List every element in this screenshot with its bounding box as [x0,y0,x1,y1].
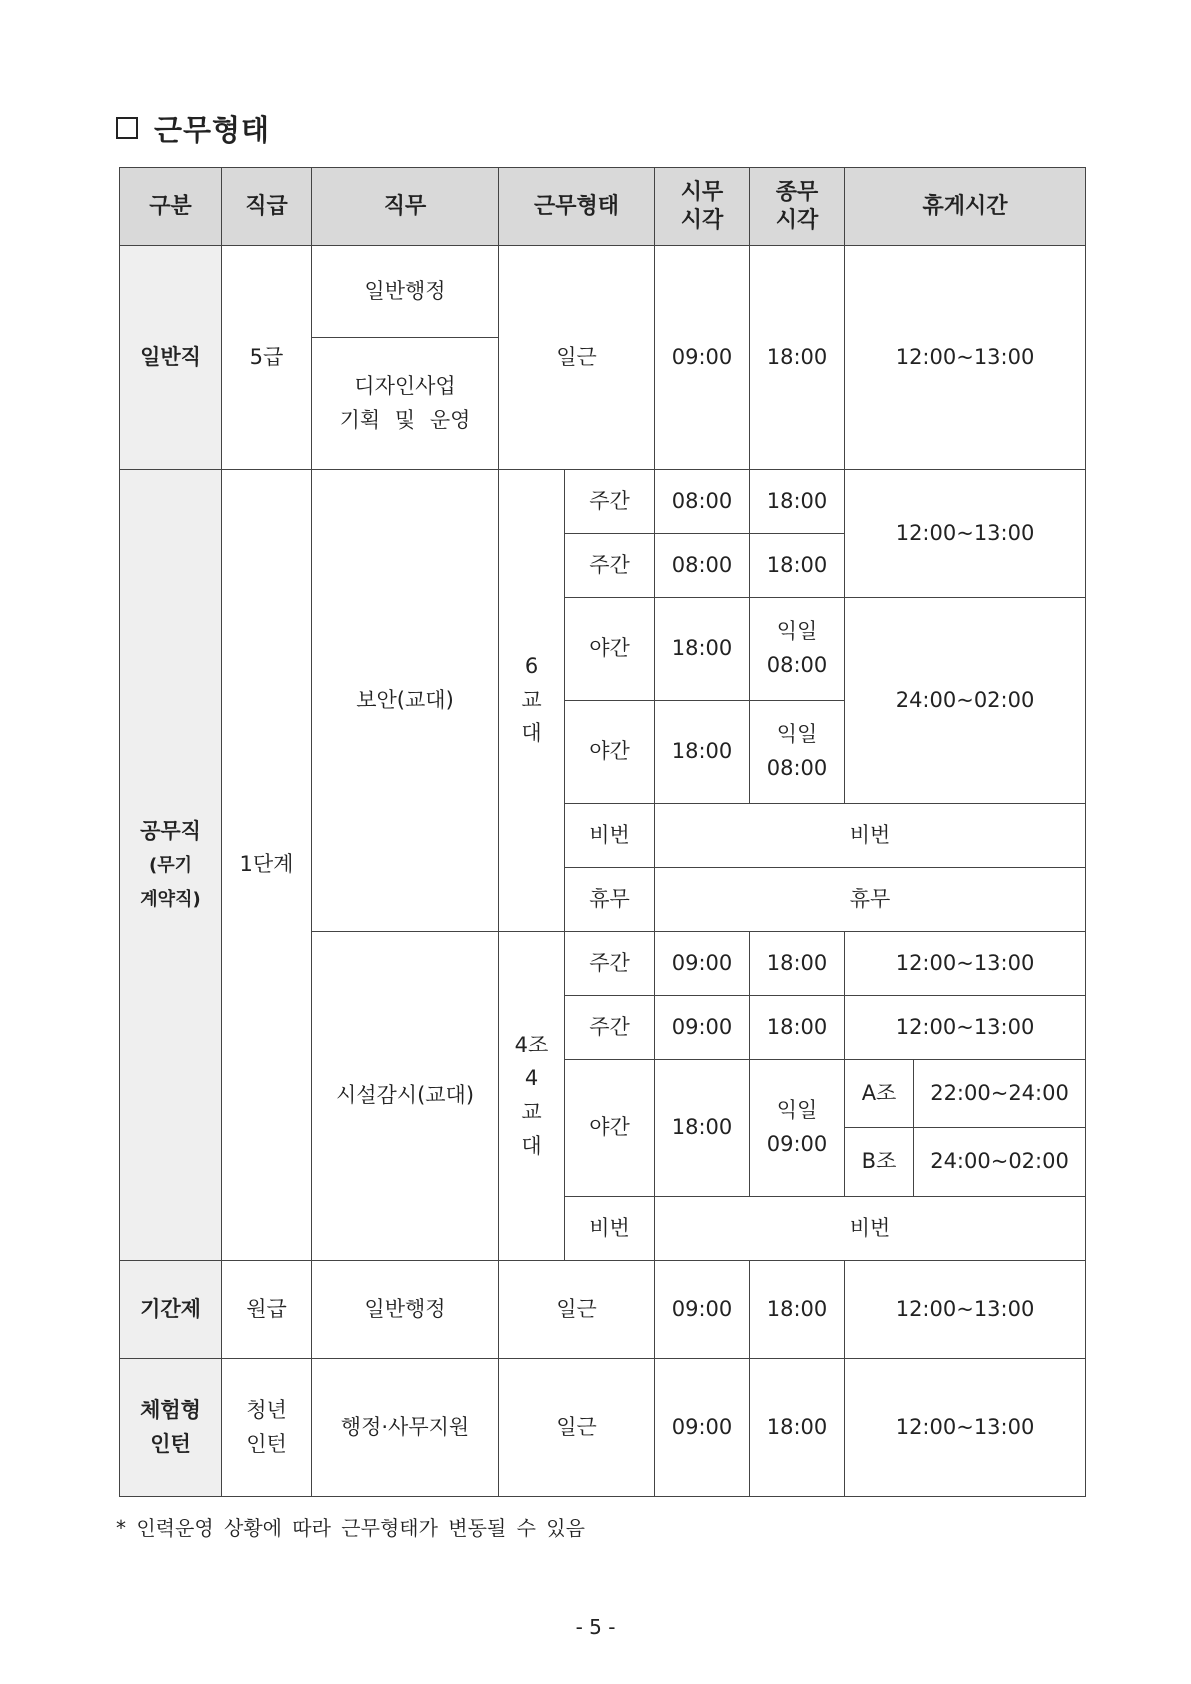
end-time-cell: 익일 08:00 [750,598,845,701]
break-time-cell: 12:00~13:00 [845,470,1086,598]
duty-cell: 일반행정 [312,246,499,338]
shift-type-cell: 야간 [565,701,655,804]
break-time-cell: 12:00~13:00 [845,246,1086,470]
page-number: - 5 - [575,1615,616,1639]
header-work-type: 근무형태 [499,168,655,246]
table-row [120,246,1086,338]
shift-cell: 6 교 대 [499,470,565,932]
break-time-cell: 24:00~02:00 [845,598,1086,804]
shift-type-cell: 휴무 [565,868,655,932]
group-intern: 체험형 인턴 [120,1359,222,1497]
note-cell: 비번 [655,1197,1086,1261]
note-cell: 휴무 [655,868,1086,932]
shift-type-cell: 야간 [565,1060,655,1197]
start-time-cell: 09:00 [655,932,750,996]
start-time-cell: 09:00 [655,1261,750,1359]
group-fixed-term: 기간제 [120,1261,222,1359]
group-general: 일반직 [120,246,222,470]
end-time-cell: 18:00 [750,996,845,1060]
shift-type-cell: 비번 [565,1197,655,1261]
section-heading [116,106,270,150]
end-time-cell: 18:00 [750,1261,845,1359]
end-time-cell: 18:00 [750,534,845,598]
checkbox-square-icon [116,117,138,139]
group-public: 공무직 (무기 계약직) [120,470,222,1261]
end-time-cell: 18:00 [750,246,845,470]
break-time-cell: 24:00~02:00 [914,1128,1086,1197]
work-type-cell: 일근 [499,1359,655,1497]
shift-type-cell: 주간 [565,534,655,598]
grade-cell: 청년 인턴 [222,1359,312,1497]
end-time-cell: 익일 09:00 [750,1060,845,1197]
duty-cell: 보안(교대) [312,470,499,932]
shift-type-cell: 주간 [565,932,655,996]
grade-cell: 1단계 [222,470,312,1261]
work-type-cell: 일근 [499,246,655,470]
table-header-row [120,168,1086,246]
end-time-cell: 18:00 [750,1359,845,1497]
break-time-cell: 12:00~13:00 [845,1359,1086,1497]
header-start-time: 시무 시각 [655,168,750,246]
break-time-cell: 12:00~13:00 [845,996,1086,1060]
shift-cell: 4조 4 교 대 [499,932,565,1261]
end-time-cell: 18:00 [750,932,845,996]
table-row [120,1261,1086,1359]
start-time-cell: 18:00 [655,701,750,804]
shift-type-cell: 주간 [565,996,655,1060]
break-time-cell: 12:00~13:00 [845,1261,1086,1359]
header-duty: 직무 [312,168,499,246]
start-time-cell: 09:00 [655,246,750,470]
duty-cell: 행정·사무지원 [312,1359,499,1497]
shift-type-cell: 야간 [565,598,655,701]
start-time-cell: 18:00 [655,1060,750,1197]
start-time-cell: 09:00 [655,996,750,1060]
grade-cell: 5급 [222,246,312,470]
team-cell: B조 [845,1128,914,1197]
end-time-cell: 익일 08:00 [750,701,845,804]
table-row [120,470,1086,534]
team-cell: A조 [845,1060,914,1128]
break-time-cell: 22:00~24:00 [914,1060,1086,1128]
start-time-cell: 18:00 [655,598,750,701]
header-category: 구분 [120,168,222,246]
footnote: * 인력운영 상황에 따라 근무형태가 변동될 수 있음 [116,1516,585,1540]
duty-cell: 디자인사업 기획 및 운영 [312,338,499,470]
header-grade: 직급 [222,168,312,246]
section-title: 근무형태 [154,112,271,147]
work-type-cell: 일근 [499,1261,655,1359]
shift-type-cell: 비번 [565,804,655,868]
header-break-time: 휴게시간 [845,168,1086,246]
break-time-cell: 12:00~13:00 [845,932,1086,996]
start-time-cell: 08:00 [655,534,750,598]
work-schedule-table [119,167,1086,1497]
note-cell: 비번 [655,804,1086,868]
shift-type-cell: 주간 [565,470,655,534]
table-row [120,1359,1086,1497]
header-end-time: 종무 시각 [750,168,845,246]
grade-cell: 원급 [222,1261,312,1359]
end-time-cell: 18:00 [750,470,845,534]
duty-cell: 시설감시(교대) [312,932,499,1261]
duty-cell: 일반행정 [312,1261,499,1359]
start-time-cell: 09:00 [655,1359,750,1497]
start-time-cell: 08:00 [655,470,750,534]
